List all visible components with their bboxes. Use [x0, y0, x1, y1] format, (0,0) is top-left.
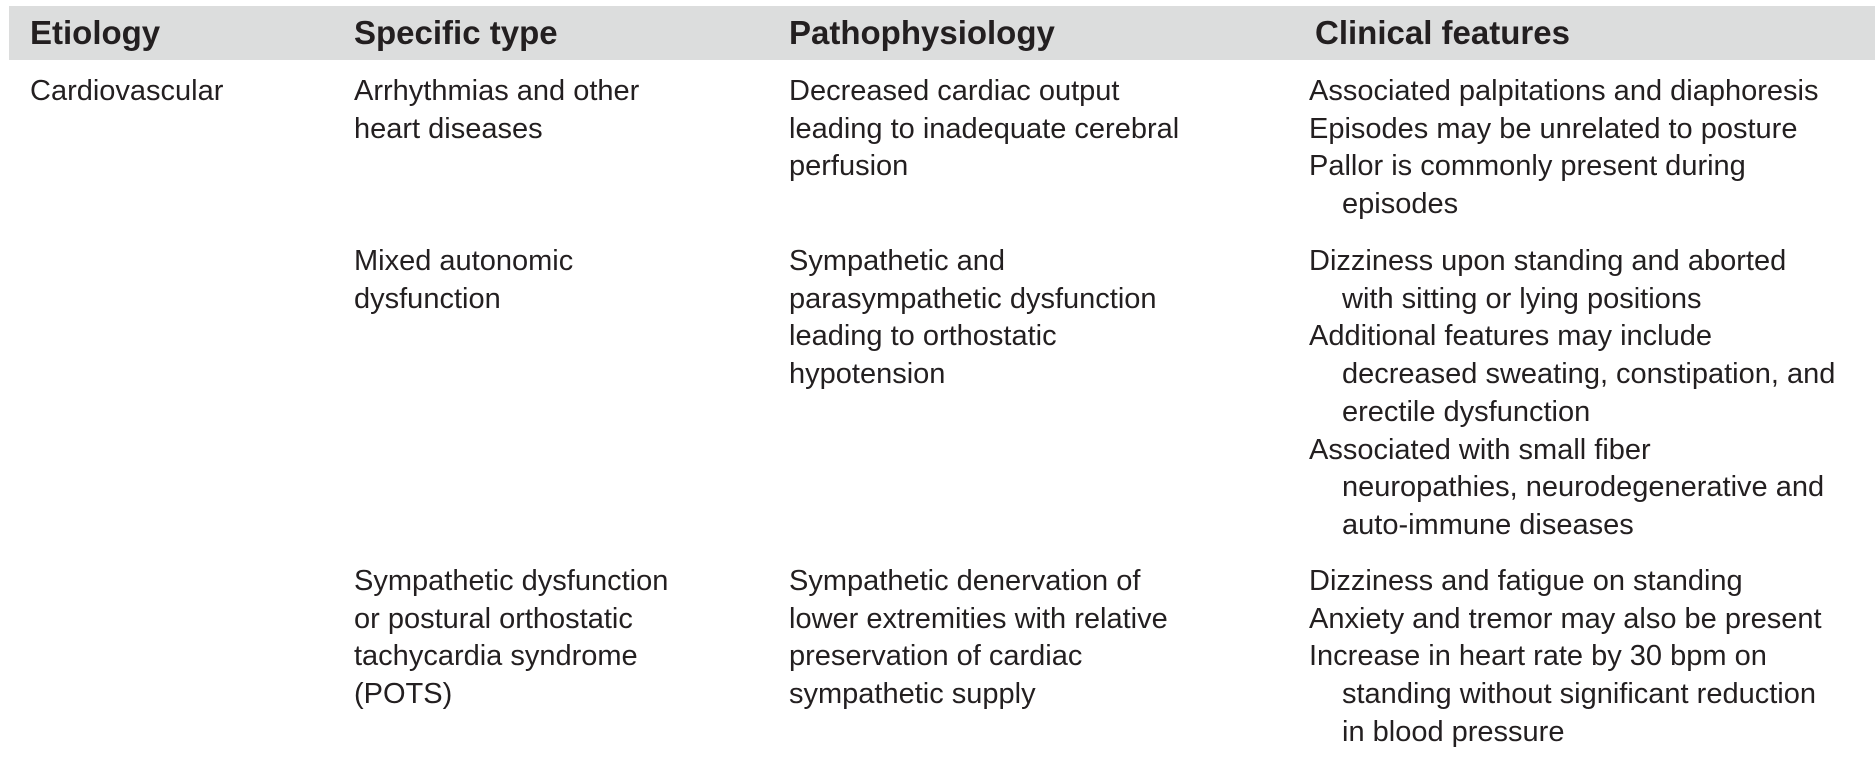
feature-line: in blood pressure — [1342, 715, 1565, 748]
patho-line: hypotension — [789, 358, 946, 391]
feature-line: Increase in heart rate by 30 bpm on — [1309, 640, 1767, 673]
feature-line: Episodes may be unrelated to posture — [1309, 112, 1798, 145]
feature-line: Associated with small fiber — [1309, 433, 1651, 466]
patho-line: leading to orthostatic — [789, 320, 1057, 353]
type-line: Sympathetic dysfunction — [354, 565, 669, 597]
feature-line: neuropathies, neurodegenerative and — [1342, 471, 1825, 504]
feature-line: standing without significant reduction — [1342, 678, 1816, 711]
header-clinical-features: Clinical features — [1315, 14, 1570, 51]
feature-item — [1309, 563, 1822, 601]
feature-line: auto-immune diseases — [1342, 508, 1634, 541]
table-header — [9, 6, 1875, 60]
patho-line: preservation of cardiac — [789, 640, 1083, 673]
patho-line: lower extremities with relative — [789, 602, 1168, 635]
feature-line: Pallor is commonly present during — [1309, 150, 1746, 183]
feature-item — [1309, 111, 1818, 149]
feature-line: Anxiety and tremor may also be present — [1309, 602, 1822, 635]
feature-item — [1309, 601, 1822, 639]
feature-line: Dizziness upon standing and aborted — [1309, 245, 1787, 277]
cell-pathophysiology — [789, 73, 1179, 186]
feature-line: erectile dysfunction — [1342, 395, 1591, 428]
patho-line: parasympathetic dysfunction — [789, 282, 1157, 315]
cell-pathophysiology — [789, 243, 1157, 394]
feature-item — [1309, 148, 1818, 223]
patho-line: leading to inadequate cerebral — [789, 112, 1180, 145]
feature-item — [1309, 243, 1835, 318]
cell-specific-type — [354, 243, 573, 318]
type-line: or postural orthostatic — [354, 602, 633, 635]
patho-line: sympathetic supply — [789, 678, 1036, 711]
feature-line: Additional features may include — [1309, 320, 1713, 353]
feature-line: decreased sweating, constipation, and — [1342, 358, 1836, 391]
header-pathophysiology: Pathophysiology — [789, 14, 1055, 51]
type-line: dysfunction — [354, 282, 501, 315]
type-line: (POTS) — [354, 678, 453, 711]
cell-specific-type — [354, 73, 639, 148]
patho-line: Sympathetic denervation of — [789, 565, 1141, 597]
patho-line: Sympathetic and — [789, 245, 1006, 277]
type-line: Arrhythmias and other — [354, 75, 640, 107]
cell-clinical-features — [1309, 73, 1818, 224]
header-etiology: Etiology — [30, 14, 161, 51]
feature-item — [1309, 432, 1835, 545]
feature-item — [1309, 638, 1822, 751]
type-line: tachycardia syndrome — [354, 640, 638, 673]
header-specific-type: Specific type — [354, 14, 558, 51]
etiology-text: Cardiovascular — [30, 75, 224, 107]
feature-item — [1309, 318, 1835, 431]
clinical-table — [9, 6, 1875, 748]
cell-etiology — [30, 73, 223, 111]
feature-line: with sitting or lying positions — [1342, 282, 1702, 315]
cell-pathophysiology — [789, 563, 1168, 714]
cell-clinical-features — [1309, 243, 1835, 545]
feature-line: Dizziness and fatigue on standing — [1309, 565, 1743, 597]
type-line: Mixed autonomic — [354, 245, 574, 277]
cell-clinical-features — [1309, 563, 1822, 752]
feature-line: episodes — [1342, 188, 1459, 221]
feature-item — [1309, 73, 1818, 111]
patho-line: perfusion — [789, 150, 909, 183]
cell-specific-type — [354, 563, 668, 714]
type-line: heart diseases — [354, 112, 543, 145]
patho-line: Decreased cardiac output — [789, 75, 1120, 107]
feature-line: Associated palpitations and diaphoresis — [1309, 75, 1819, 107]
